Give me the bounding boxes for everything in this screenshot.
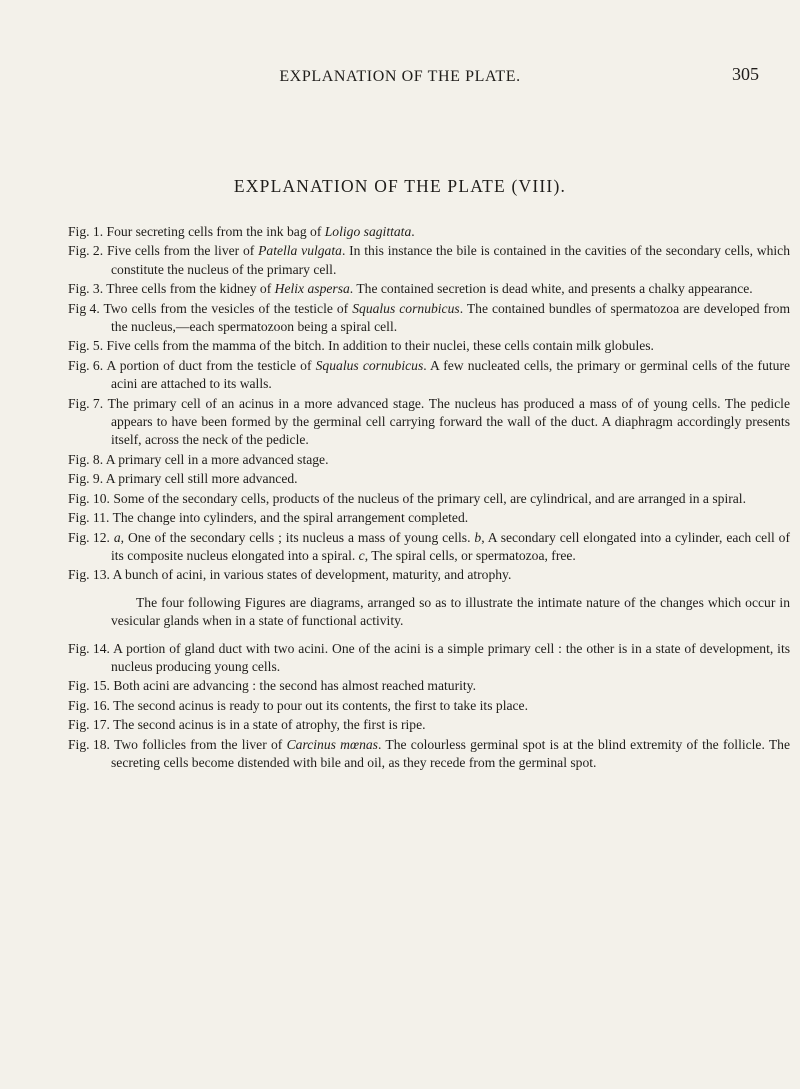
figure-label: Fig. 11.: [68, 510, 110, 526]
figure-text: The second acinus is in a state of atrophy, the first is ripe.: [113, 717, 426, 733]
figure-entry: [68, 242, 790, 279]
italic-term: c: [358, 547, 365, 563]
figure-text: Two follicles from the liver of: [113, 736, 287, 752]
figure-label: Fig. 14.: [68, 640, 110, 656]
figure-text: . The contained bundles of spermatozoa are developed from the nucleus,—each spermatozoon being a spiral cell.: [111, 300, 791, 335]
figure-label: Fig. 8.: [68, 451, 104, 467]
figure-label: Fig. 18.: [68, 736, 110, 752]
figure-text: . A few nucleated cells, the primary or germinal cells of the future acini are attached to its walls.: [111, 357, 791, 392]
figure-entry: [68, 395, 790, 450]
italic-term: Helix aspersa: [274, 281, 350, 297]
figure-text: The primary cell of an acinus in a more advanced stage. The nucleus has produced a mass of of young cells. The pedicle appears to have been formed by the germinal cell carrying forward the wall of the duct. A diaphragm accordingly presents itself, across the neck of the pedicle.: [107, 395, 790, 448]
figure-label: Fig. 1.: [68, 224, 104, 239]
figure-label: Fig. 13.: [68, 567, 110, 583]
figure-text: A bunch of acini, in various states of development, maturity, and atrophy.: [112, 567, 512, 583]
figure-entry: [68, 357, 790, 394]
italic-term: Carcinus mœnas: [286, 736, 378, 752]
plate-title: EXPLANATION OF THE PLATE (VIII).: [233, 176, 567, 196]
figure-label: Fig. 6.: [68, 357, 104, 373]
italic-term: b: [474, 529, 482, 545]
figure-text: . The contained secretion is dead white, and presents a chalky appearance.: [349, 281, 753, 297]
figure-entry: [68, 529, 790, 566]
figure-text: Some of the secondary cells, products of the nucleus of the primary cell, are cylindrical, and are arranged in a spiral.: [113, 490, 746, 506]
figure-text: Five cells from the liver of: [106, 243, 259, 259]
figure-entry: [68, 716, 790, 734]
figure-entry: [68, 470, 790, 488]
figure-label: Fig. 7.: [68, 395, 104, 411]
italic-term: Patella vulgata: [258, 243, 342, 259]
figure-entry: [68, 337, 790, 355]
diagram-note: The four following Figures are diagrams, arranged so as to illustrate the intimate nature of the changes which occur in vesicular glands when in a state of functional activity.: [111, 594, 790, 629]
figure-entry: [68, 677, 790, 695]
figure-text: Both acini are advancing : the second has almost reached maturity.: [113, 678, 476, 694]
figure-text: . In this instance the bile is contained in the cavities of the secondary cells, which constitute the nucleus of the primary cell.: [111, 243, 790, 277]
italic-term: a: [113, 529, 121, 545]
italic-term: Loligo sagittata: [324, 224, 412, 239]
figure-text: , One of the secondary cells ; its nucleus a mass of young cells.: [120, 529, 475, 545]
figure-entry: [68, 509, 790, 527]
figure-entry: [68, 451, 790, 469]
figure-text: .: [411, 224, 415, 239]
figure-entry: [68, 566, 790, 584]
figure-text: Three cells from the kidney of: [106, 281, 275, 297]
page-number: 305: [732, 64, 759, 84]
figure-text: , A secondary cell elongated into a cylinder, each cell of its composite nucleus elongated into a spiral.: [111, 529, 790, 563]
figure-label: Fig. 12.: [68, 529, 110, 545]
figure-label: Fig. 17.: [68, 717, 110, 733]
figure-text: A portion of duct from the testicle of: [106, 357, 316, 373]
figure-text: Five cells from the mamma of the bitch. In addition to their nuclei, these cells contain milk globules.: [106, 338, 654, 354]
figure-label: Fig. 5.: [68, 338, 104, 354]
figure-label: Fig. 2.: [68, 243, 104, 259]
figure-entry: [68, 280, 790, 298]
figure-text: , The spiral cells, or spermatozoa, free.: [364, 547, 576, 563]
figure-text: A portion of gland duct with two acini. One of the acini is a simple primary cell : the other is in a state of development, its nucleus producing young cells.: [111, 640, 791, 674]
figure-entry: [68, 300, 790, 337]
figure-label: Fig. 9.: [68, 471, 104, 487]
figure-entry: [68, 223, 790, 241]
figure-label: Fig. 15.: [68, 678, 110, 694]
figure-text: The change into cylinders, and the spiral arrangement completed.: [112, 510, 469, 526]
figure-text: Four secreting cells from the ink bag of: [106, 224, 325, 239]
figure-text: . The colourless germinal spot is at the blind extremity of the follicle. The secreting cells become distended with bile and oil, as they recede from the germinal spot.: [111, 736, 791, 770]
figure-entry: [68, 697, 790, 715]
italic-term: Squalus cornubicus: [315, 357, 424, 373]
figure-text: A primary cell still more advanced.: [105, 471, 298, 487]
figure-label: Fig. 10.: [68, 490, 110, 506]
figure-label: Fig 4.: [68, 300, 100, 316]
italic-term: Squalus cornubicus: [352, 300, 460, 316]
figure-entry: [68, 640, 790, 677]
figure-text: The second acinus is ready to pour out its contents, the first to take its place.: [113, 697, 528, 713]
figure-explanations: [68, 223, 790, 773]
figure-text: A primary cell in a more advanced stage.: [105, 451, 329, 467]
figure-label: Fig. 16.: [68, 697, 110, 713]
figure-entry: [68, 736, 790, 773]
running-head: EXPLANATION OF THE PLATE.: [279, 68, 521, 85]
figure-entry: [68, 490, 790, 508]
figure-label: Fig. 3.: [68, 281, 104, 297]
figure-text: Two cells from the vesicles of the testicle of: [103, 300, 353, 316]
